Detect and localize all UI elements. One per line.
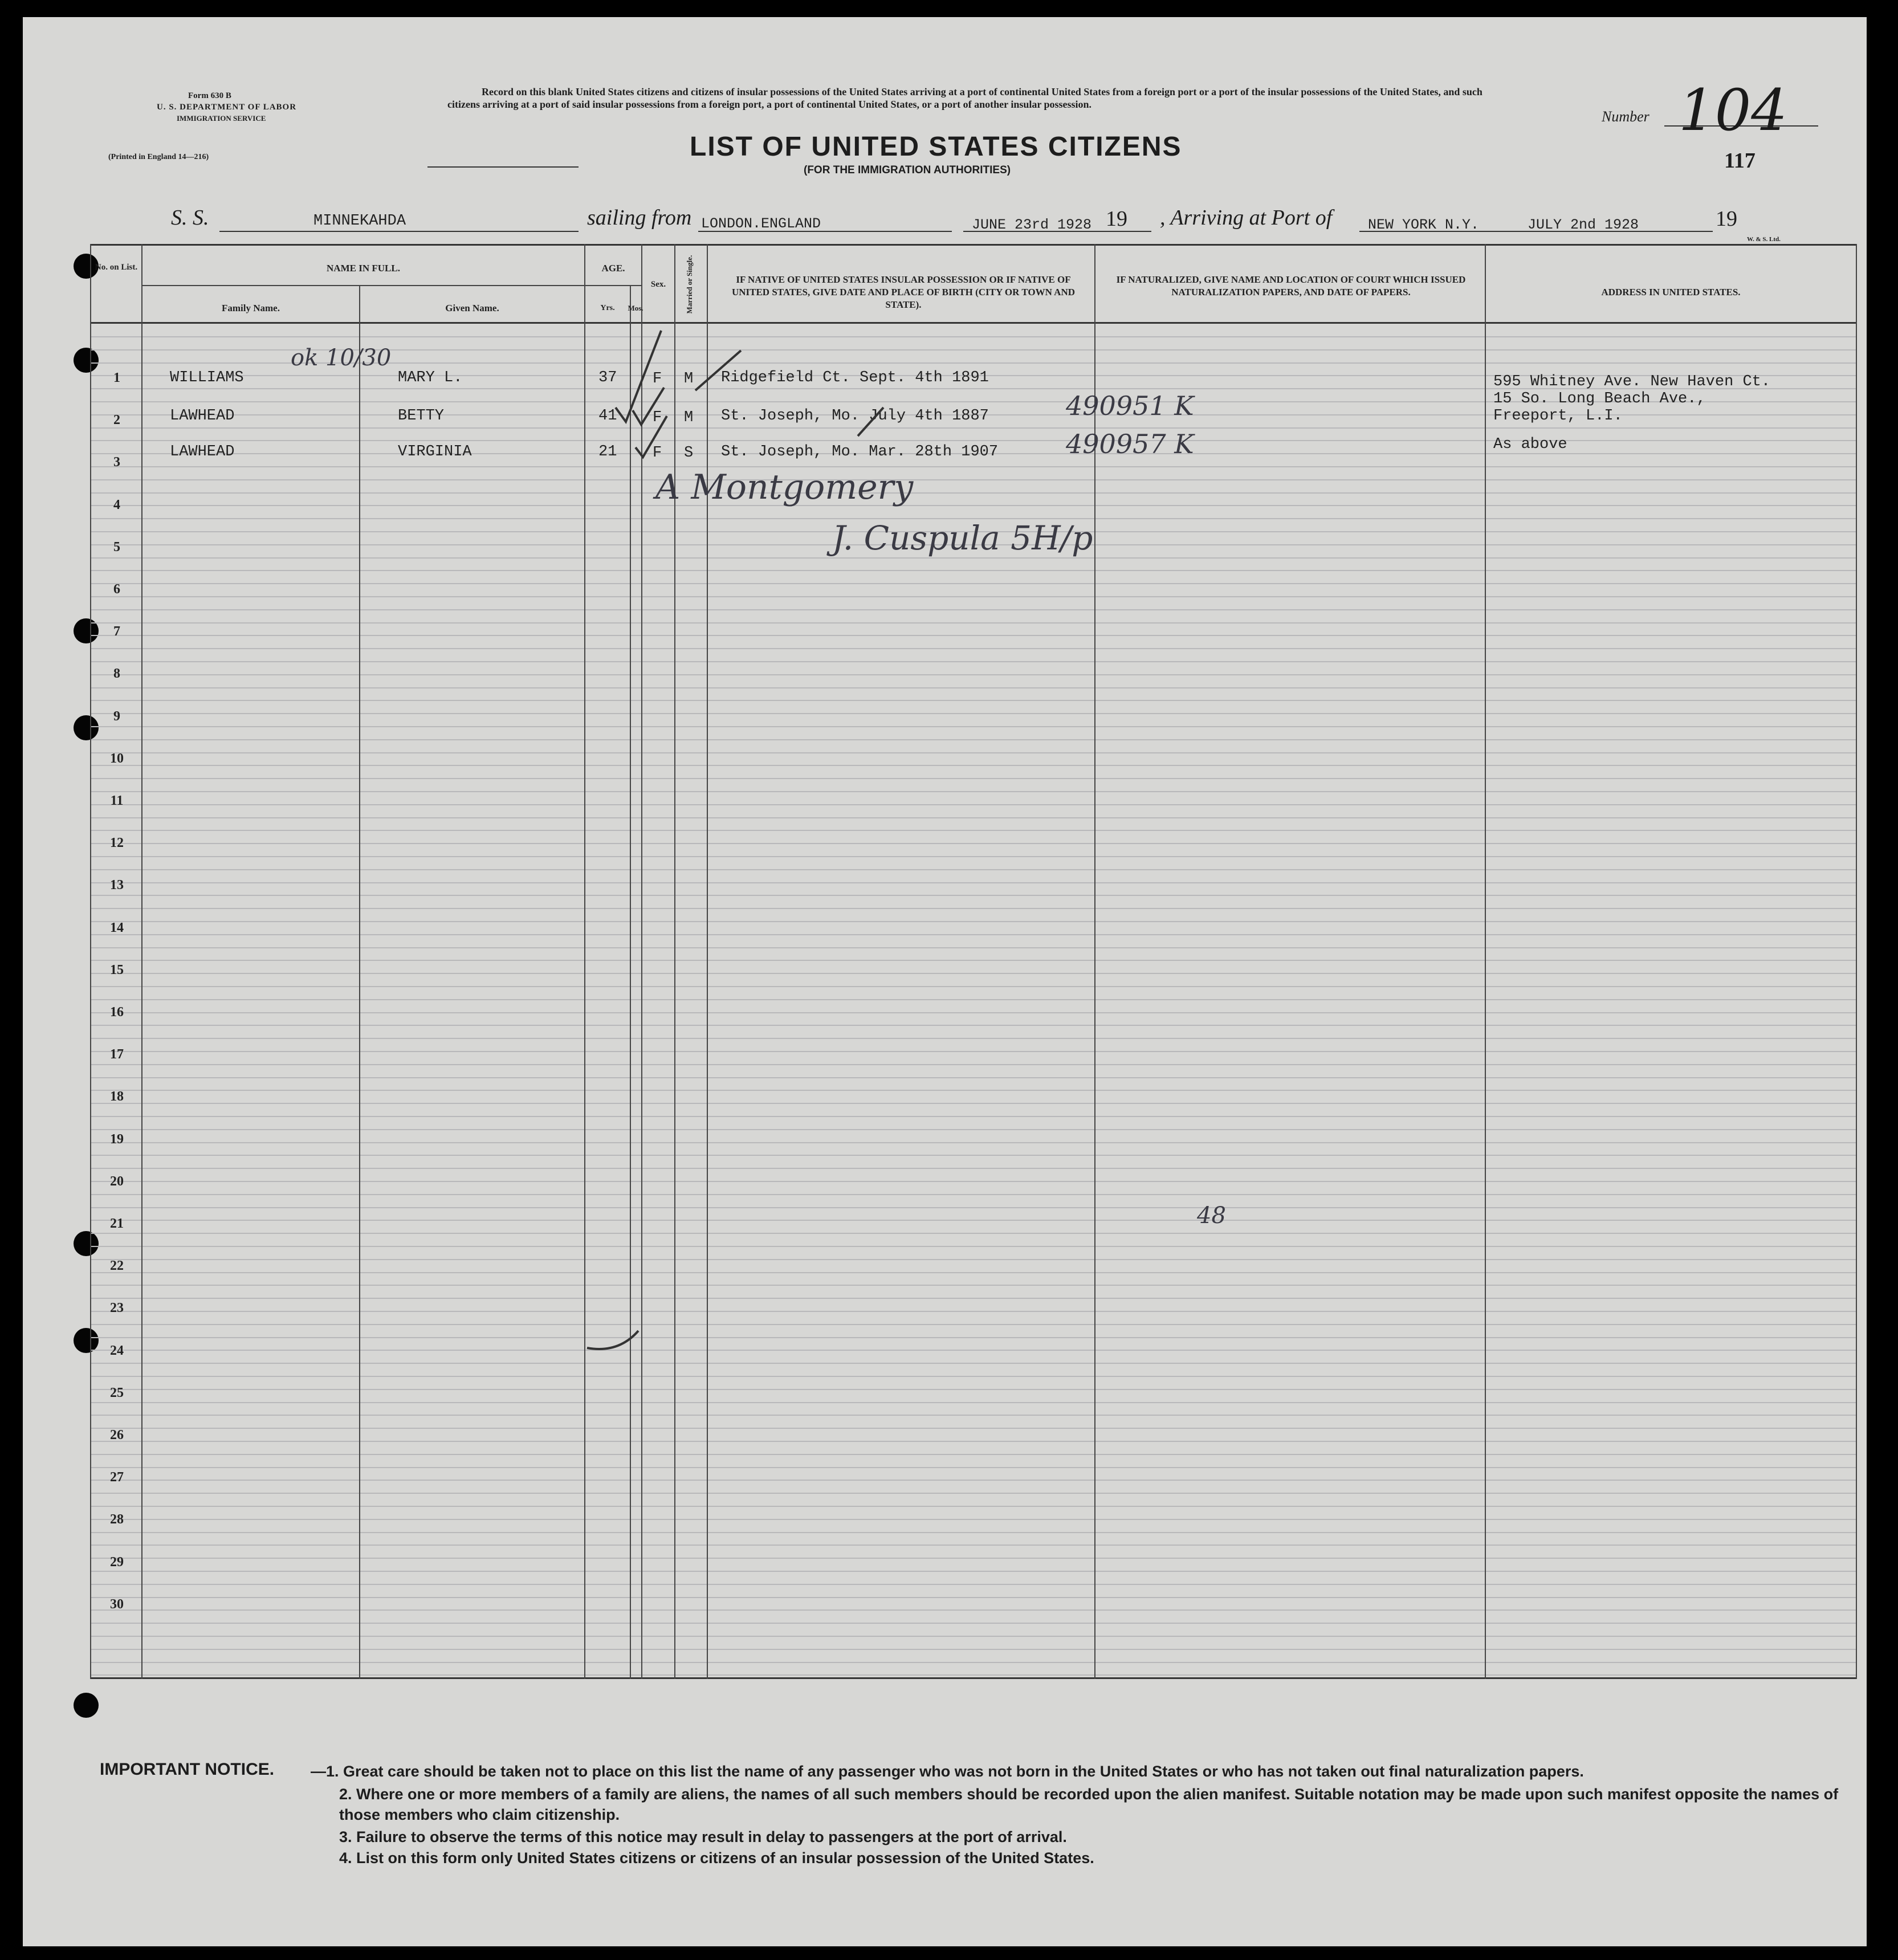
form-number: Form 630 B	[188, 91, 231, 100]
ruled-line	[91, 1324, 1856, 1325]
ruled-line	[91, 713, 1856, 714]
ruled-line	[91, 986, 1856, 987]
row-number: 3	[113, 455, 120, 470]
ruled-line	[91, 869, 1856, 870]
form-department: U. S. DEPARTMENT OF LABOR	[157, 103, 297, 112]
row-number: 14	[110, 920, 124, 935]
ruled-line	[91, 1194, 1856, 1195]
ruled-line	[91, 674, 1856, 675]
handwritten-cert-number: 490957 K	[1066, 429, 1194, 459]
ruled-line	[91, 817, 1856, 818]
entry-3-marital: S	[684, 445, 694, 462]
ruled-line	[91, 960, 1856, 961]
entry-3-age: 21	[598, 443, 617, 461]
ship-name: MINNEKAHDA	[313, 213, 406, 230]
ruled-line	[91, 609, 1856, 610]
row-number: 21	[110, 1216, 124, 1231]
printer-mark: W. & S. Ltd.	[1747, 236, 1781, 243]
ruled-line	[91, 687, 1856, 688]
entry-2-address-cont: Freeport, L.I.	[1493, 408, 1623, 425]
entry-1-marital: M	[684, 370, 694, 388]
row-number: 16	[110, 1005, 124, 1020]
sailing-label: sailing from	[587, 206, 692, 230]
row-number: 13	[110, 878, 124, 893]
entry-1-age: 37	[598, 369, 617, 386]
header-naturalized: IF NATURALIZED, GIVE NAME AND LOCATION OF COURT WHICH ISSUED NATURALIZATION PAPERS, AND DATE OF PAPERS.	[1116, 274, 1466, 298]
header-given-name: Given Name.	[445, 303, 499, 313]
ruled-line	[91, 1636, 1856, 1637]
ruled-line	[91, 1545, 1856, 1546]
form-service: IMMIGRATION SERVICE	[177, 114, 266, 123]
form-printed: (Printed in England 14—216)	[108, 153, 209, 161]
row-number: 26	[110, 1428, 124, 1443]
ruled-line	[91, 1454, 1856, 1455]
ruled-line	[91, 765, 1856, 766]
row-number: 28	[110, 1512, 124, 1527]
ruled-line	[91, 1220, 1856, 1221]
signature: J. Cuspula 5H/p	[832, 519, 1093, 557]
ruled-line	[91, 726, 1856, 727]
row-number: 12	[110, 836, 124, 850]
ruled-line	[91, 752, 1856, 753]
row-number: 5	[113, 540, 120, 555]
entry-1-address: 595 Whitney Ave. New Haven Ct.	[1493, 373, 1771, 390]
ruled-line	[91, 1012, 1856, 1013]
page-mark: 48	[1197, 1203, 1226, 1229]
ruled-line	[91, 1558, 1856, 1559]
ruled-line	[91, 1428, 1856, 1429]
ruled-line	[91, 1532, 1856, 1533]
pen-stroke	[584, 1322, 653, 1356]
ruled-line	[91, 1402, 1856, 1403]
ruled-line	[91, 1103, 1856, 1104]
ruled-line	[91, 843, 1856, 844]
column-rule	[584, 244, 585, 1679]
entry-1-family: WILLIAMS	[170, 369, 244, 386]
ruled-line	[91, 778, 1856, 779]
ruled-line	[91, 1298, 1856, 1299]
ruled-line	[91, 427, 1856, 429]
ruled-line	[91, 635, 1856, 636]
arriving-label: , Arriving at Port of	[1160, 206, 1333, 230]
sail-date: JUNE 23rd 1928	[972, 217, 1092, 233]
ruled-line	[91, 505, 1856, 506]
ruled-line	[91, 1571, 1856, 1572]
ruled-line	[91, 1389, 1856, 1390]
page-title: LIST OF UNITED STATES CITIZENS	[690, 132, 1182, 162]
ruled-line	[91, 791, 1856, 792]
to-port: NEW YORK N.Y.	[1368, 217, 1480, 233]
ruled-line	[91, 1584, 1856, 1585]
header-name-in-full: NAME IN FULL.	[327, 263, 400, 274]
ruled-line	[91, 596, 1856, 597]
ruled-line	[91, 1207, 1856, 1208]
row-number: 7	[113, 624, 120, 639]
row-number: 27	[110, 1470, 124, 1485]
row-number: 8	[113, 666, 120, 681]
row-number: 22	[110, 1258, 124, 1273]
punch-hole	[74, 1231, 99, 1256]
header-no: No. on List.	[95, 263, 138, 272]
ruled-line	[91, 1285, 1856, 1286]
header-family-name: Family Name.	[222, 303, 280, 313]
notice-label: IMPORTANT NOTICE.	[100, 1760, 275, 1779]
entry-3-given: VIRGINIA	[398, 443, 472, 461]
notice-item-4: 4. List on this form only United States citizens or citizens of an insular possession of the United States.	[339, 1849, 1094, 1867]
row-number: 18	[110, 1089, 124, 1104]
ruled-line	[91, 1155, 1856, 1156]
row-number: 30	[110, 1597, 124, 1612]
entry-3-sex: F	[653, 445, 662, 462]
row-number: 29	[110, 1555, 124, 1570]
year-prefix: 19	[1106, 207, 1127, 231]
entry-3-family: LAWHEAD	[170, 443, 235, 461]
ruled-line	[91, 1662, 1856, 1663]
form-instructions: Record on this blank United States citizens and citizens of insular possessions of the United States arriving at a port of continental United States from a foreign port or a port of the insular possessions of the United States, and such citizens arriving at a port of said insular possessions from a foreign port, a port of continental United States, or a port of another insular possession.	[447, 86, 1482, 110]
ruled-line	[91, 1077, 1856, 1078]
notice-item-1: —1. Great care should be taken not to place on this list the name of any passenger who was not born in the United States or who has not taken out final naturalization papers.	[311, 1763, 1584, 1780]
entry-2-given: BETTY	[398, 408, 445, 425]
punch-hole	[74, 348, 99, 373]
ruled-line	[91, 1467, 1856, 1468]
ruled-line	[91, 1415, 1856, 1416]
ruled-line	[91, 1090, 1856, 1091]
ruled-line	[91, 947, 1856, 948]
entry-3-birth: St. Joseph, Mo. Mar. 28th 1907	[721, 443, 999, 461]
entry-2-sex: F	[653, 409, 662, 426]
ship-underline	[219, 231, 579, 232]
table-bottom-border	[90, 1677, 1857, 1679]
header-married: Married or Single.	[685, 255, 694, 314]
row-number: 20	[110, 1174, 124, 1189]
row-number: 11	[110, 793, 124, 808]
ruled-line	[91, 1116, 1856, 1117]
table-top-border	[90, 244, 1857, 246]
divider	[427, 166, 579, 168]
notice-item-3: 3. Failure to observe the terms of this notice may result in delay to passengers at the port of arrival.	[339, 1828, 1067, 1845]
ruled-line	[91, 804, 1856, 805]
ruled-line	[91, 1272, 1856, 1273]
ruled-line	[91, 1506, 1856, 1507]
column-rule	[90, 244, 91, 1679]
from-port: LONDON.ENGLAND	[701, 215, 821, 232]
ruled-line	[91, 908, 1856, 909]
ruled-line	[91, 1246, 1856, 1247]
column-rule	[1485, 244, 1486, 1679]
ruled-line	[91, 1376, 1856, 1377]
row-number: 24	[110, 1343, 124, 1358]
entry-2-marital: M	[684, 409, 694, 426]
notice-item-2: 2. Where one or more members of a family are aliens, the names of all such members should be recorded upon the alien manifest. Suitable notation may be made upon such manifest opposite the names of those members who claim citizenship.	[339, 1786, 1839, 1823]
ruled-line	[91, 1350, 1856, 1351]
year-prefix-2: 19	[1716, 207, 1737, 231]
ruled-line	[91, 700, 1856, 701]
ruled-line	[91, 557, 1856, 559]
column-rule	[359, 285, 360, 1679]
ruled-line	[91, 583, 1856, 584]
manifest-page	[23, 17, 1867, 1946]
row-number: 10	[110, 751, 124, 766]
ruled-line	[91, 1051, 1856, 1052]
number-value: 104	[1679, 77, 1787, 144]
header-sex: Sex.	[650, 280, 666, 289]
ruled-line	[91, 479, 1856, 480]
ruled-line	[91, 440, 1856, 441]
row-number: 25	[110, 1386, 124, 1400]
entry-1-birth: Ridgefield Ct. Sept. 4th 1891	[721, 369, 989, 386]
ruled-line	[91, 1441, 1856, 1442]
punch-hole	[74, 1693, 99, 1718]
ss-label: S. S.	[171, 206, 209, 230]
page-subtitle: (FOR THE IMMIGRATION AUTHORITIES)	[804, 164, 1011, 176]
ruled-line	[91, 648, 1856, 649]
age-subheader-rule	[584, 285, 641, 286]
entry-2-age: 41	[598, 408, 617, 425]
check-marks	[610, 325, 758, 462]
entry-1-sex: F	[653, 370, 662, 388]
ruled-line	[91, 336, 1856, 337]
ruled-line	[91, 661, 1856, 662]
ruled-line	[91, 1480, 1856, 1481]
header-birth: IF NATIVE OF UNITED STATES INSULAR POSSESSION OR IF NATIVE OF UNITED STATES, GIVE DATE AND PLACE OF BIRTH (CITY OR TOWN AND STATE).	[731, 274, 1076, 310]
entry-2-family: LAWHEAD	[170, 408, 235, 425]
name-subheader-rule	[141, 285, 584, 286]
ruled-line	[91, 1064, 1856, 1065]
ruled-line	[91, 1129, 1856, 1130]
ruled-line	[91, 1337, 1856, 1338]
ruled-line	[91, 1609, 1856, 1611]
row-number: 17	[110, 1047, 124, 1062]
entry-2-birth: St. Joseph, Mo. July 4th 1887	[721, 408, 989, 425]
row-number: 9	[113, 709, 120, 724]
ruled-line	[91, 856, 1856, 857]
ruled-line	[91, 1493, 1856, 1494]
ruled-line	[91, 895, 1856, 896]
handwritten-cert-number: 490951 K	[1066, 390, 1194, 421]
header-bottom-border	[90, 322, 1857, 324]
row-number: 2	[113, 413, 120, 427]
ruled-line	[91, 934, 1856, 935]
header-address: ADDRESS IN UNITED STATES.	[1601, 287, 1741, 298]
signature: A Montgomery	[655, 467, 914, 507]
arrive-date: JULY 2nd 1928	[1528, 217, 1639, 233]
row-number: 6	[113, 582, 120, 597]
ruled-line	[91, 466, 1856, 467]
check-mark	[855, 405, 889, 439]
ruled-line	[91, 830, 1856, 831]
row-number: 15	[110, 963, 124, 977]
column-rule	[1856, 244, 1857, 1679]
ruled-line	[91, 1311, 1856, 1312]
ruled-line	[91, 1623, 1856, 1624]
row-number: 19	[110, 1132, 124, 1147]
ruled-line	[91, 1259, 1856, 1260]
ruled-line	[91, 1025, 1856, 1026]
row-number: 1	[113, 370, 120, 385]
ruled-line	[91, 622, 1856, 624]
ruled-line	[91, 1649, 1856, 1650]
column-rule	[141, 244, 142, 1679]
ruled-line	[91, 739, 1856, 740]
page-stamp: 117	[1724, 149, 1756, 173]
ruled-line	[91, 973, 1856, 974]
ruled-line	[91, 1597, 1856, 1598]
ruled-line	[91, 1233, 1856, 1234]
ruled-line	[91, 1181, 1856, 1182]
row-number: 4	[113, 498, 120, 512]
ruled-line	[91, 921, 1856, 922]
column-rule	[630, 285, 631, 1679]
row-number: 23	[110, 1301, 124, 1315]
ruled-line	[91, 1519, 1856, 1520]
ruled-line	[91, 1168, 1856, 1169]
ruled-line	[91, 1363, 1856, 1364]
header-yrs: Yrs.	[600, 304, 615, 312]
ruled-line	[91, 1674, 1856, 1676]
handwritten-note: ok 10/30	[291, 345, 392, 371]
number-label: Number	[1602, 108, 1649, 125]
ruled-line	[91, 1038, 1856, 1039]
ruled-line	[91, 570, 1856, 571]
ruled-line	[91, 492, 1856, 494]
entry-2-address: 15 So. Long Beach Ave.,	[1493, 390, 1706, 408]
ruled-line	[91, 1142, 1856, 1143]
header-age: AGE.	[601, 263, 625, 274]
header-mos: Mos.	[628, 304, 643, 312]
ruled-line	[91, 882, 1856, 883]
entry-1-given: MARY L.	[398, 369, 463, 386]
entry-3-address: As above	[1493, 436, 1567, 453]
ruled-line	[91, 999, 1856, 1000]
